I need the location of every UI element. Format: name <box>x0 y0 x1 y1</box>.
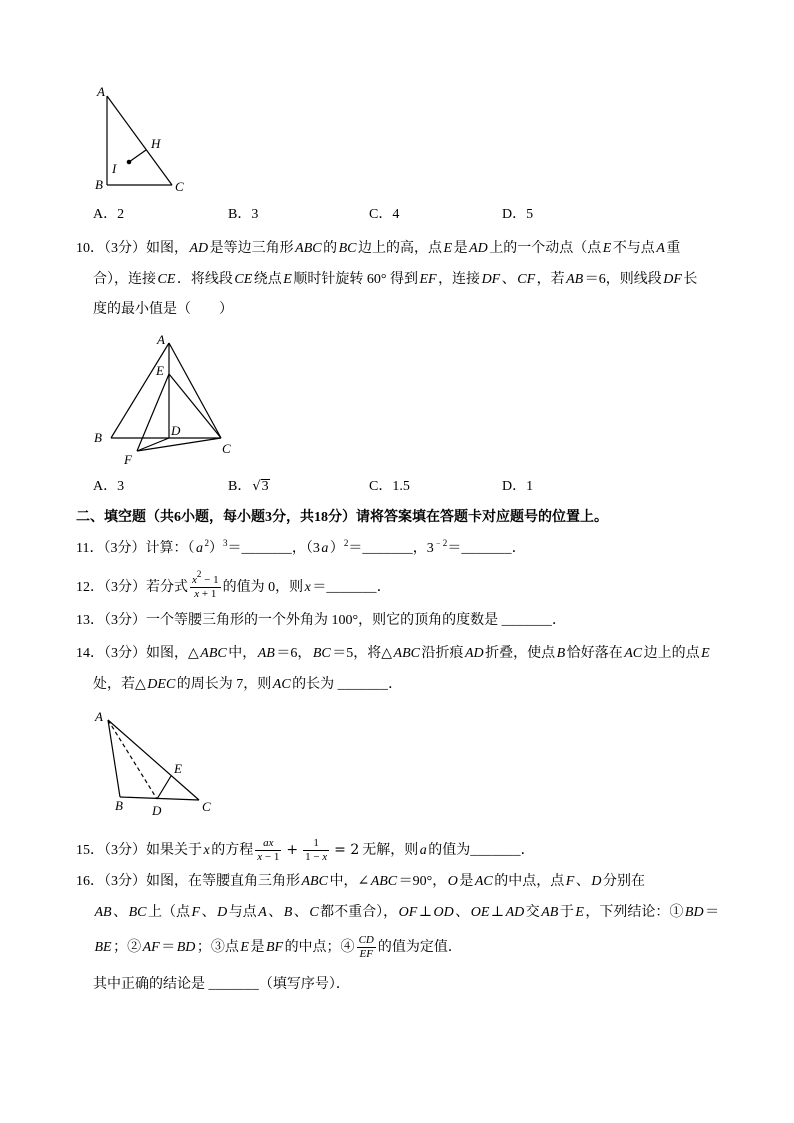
math-variable: E <box>575 905 584 920</box>
text-segment: ，3 <box>412 541 434 556</box>
side-bc <box>120 797 199 800</box>
answer-blank: _______ <box>208 977 259 992</box>
label-c: C <box>222 441 231 456</box>
text-segment: 是 <box>453 241 468 256</box>
text-segment: ＝ <box>161 940 176 955</box>
fraction-denominator <box>190 588 221 601</box>
math-variable: O <box>447 874 458 889</box>
math-variable: AB <box>257 646 275 661</box>
text-segment: 、 <box>501 272 516 287</box>
label-e: E <box>156 363 164 378</box>
question-10-line-2 <box>93 270 697 290</box>
text-segment: 折叠，使点 <box>485 646 556 661</box>
math-variable: BC <box>312 646 331 661</box>
text-segment: 其中正确的结论是 <box>93 977 209 992</box>
text-segment: 处，若△ <box>93 677 146 692</box>
math-variable: AD <box>464 646 484 661</box>
text-segment: A．3 <box>93 479 125 494</box>
math-variable: ABC <box>393 646 420 661</box>
q10-option-d <box>502 477 533 497</box>
math-variable: AC <box>624 646 643 661</box>
text-segment: 上（点 <box>148 905 190 920</box>
answer-blank: _______ <box>501 613 553 628</box>
answer-blank: _______ <box>241 541 292 556</box>
math-variable: x <box>304 580 311 595</box>
text-segment: ＝6，则线段 <box>584 272 662 287</box>
side-ab <box>111 343 169 438</box>
text-segment: ⊥ <box>418 905 432 920</box>
math-operator: = 2 <box>334 842 360 858</box>
figure-q14-folded-triangle <box>90 705 220 820</box>
question-10-line-1 <box>76 239 680 259</box>
label-a: A <box>157 332 165 347</box>
q9-option-c <box>369 205 399 225</box>
text-segment: B．3 <box>228 207 259 222</box>
math-variable: EF <box>419 272 437 287</box>
text-segment: 于 <box>559 905 574 920</box>
math-variable: B <box>556 646 566 661</box>
text-segment: ，若 <box>536 272 565 287</box>
math-variable: x <box>203 843 210 858</box>
math-variable: E <box>443 241 453 256</box>
label-f: F <box>124 452 132 467</box>
text-segment: ＝6， <box>276 646 312 661</box>
text-segment: A．2 <box>93 207 125 222</box>
text-segment: ． <box>511 541 526 556</box>
q9-option-d <box>502 205 533 225</box>
text-segment: 1 <box>313 837 319 850</box>
text-segment: ＝5，将△ <box>332 646 393 661</box>
math-variable: CE <box>157 272 176 287</box>
math-variable: E <box>701 646 710 661</box>
math-variable: DF <box>481 272 501 287</box>
superscript: 2 <box>204 538 209 548</box>
fraction <box>255 837 281 864</box>
text-segment: D．1 <box>502 479 534 494</box>
text-segment: ＝90°， <box>398 874 447 889</box>
segment-ih <box>129 150 146 162</box>
label-d: D <box>152 803 162 818</box>
text-segment: 16．（3分）如图，在等腰直角三角形 <box>76 874 300 889</box>
text-segment: 的值为 0，则 <box>222 580 304 595</box>
text-segment: ） <box>208 541 223 556</box>
text-segment: 恰好落在 <box>566 646 623 661</box>
math-variable: ABC <box>370 874 398 889</box>
text-segment: ⊥ <box>490 905 505 920</box>
text-segment: 无解，则 <box>362 843 419 858</box>
text-segment: 、 <box>268 905 283 920</box>
math-variable: F <box>191 905 201 920</box>
math-variable: OE <box>470 905 490 920</box>
point-i <box>127 160 132 165</box>
fraction <box>190 569 221 601</box>
math-variable: ABC <box>200 646 227 661</box>
text-segment: 的值为 <box>428 843 471 858</box>
fraction-numerator <box>357 934 376 948</box>
text-segment: 不与点 <box>612 241 655 256</box>
question-12 <box>76 569 391 601</box>
math-variable: BD <box>176 940 196 955</box>
math-variable: BC <box>128 905 147 920</box>
fraction-numerator <box>303 837 329 851</box>
question-16-line-4 <box>93 975 350 995</box>
math-variable: E <box>283 272 292 287</box>
text-segment: B． <box>228 479 252 494</box>
text-segment: ． <box>552 613 567 628</box>
text-segment: − 1 <box>262 851 280 864</box>
text-segment: ；③点 <box>196 940 239 955</box>
side-ab <box>108 720 120 797</box>
text-segment: ． <box>376 580 391 595</box>
math-variable: ax <box>263 837 274 850</box>
text-segment: 分别在 <box>602 874 645 889</box>
label-b: B <box>94 430 102 445</box>
math-variable: A <box>258 905 267 920</box>
superscript: 3 <box>222 538 228 548</box>
text-segment: ，下列结论：① <box>585 905 684 920</box>
text-segment: 与点 <box>228 905 257 920</box>
math-variable: D <box>217 905 228 920</box>
text-segment: 的周长为 7，则 <box>176 677 272 692</box>
text-segment: 的方程 <box>211 843 254 858</box>
superscript: ﹣2 <box>433 538 448 548</box>
figure-q10-equilateral-triangle <box>90 330 240 470</box>
question-14-line-1 <box>76 644 711 664</box>
question-14-line-2 <box>93 675 402 695</box>
text-segment: 、 <box>113 905 128 920</box>
fraction-denominator <box>357 948 376 961</box>
q10-option-c <box>369 477 410 497</box>
math-variable: A <box>656 241 665 256</box>
label-e: E <box>174 761 182 776</box>
text-segment: 重 <box>666 241 681 256</box>
text-segment: 沿折痕 <box>421 646 464 661</box>
text-segment: ＝ <box>227 541 242 556</box>
answer-blank: _______ <box>362 541 413 556</box>
text-segment: ；② <box>113 940 142 955</box>
segment-de <box>157 776 171 799</box>
math-variable: AB <box>541 905 559 920</box>
question-16-line-1 <box>76 872 645 892</box>
math-variable: x <box>194 588 200 601</box>
text-segment: 、 <box>575 874 590 889</box>
math-variable: AC <box>272 677 291 692</box>
text-segment: 、 <box>455 905 470 920</box>
text-segment: ，（3 <box>291 541 320 556</box>
superscript: 2 <box>196 569 202 580</box>
text-segment: C．4 <box>369 207 400 222</box>
text-segment: ，连接 <box>438 272 481 287</box>
text-segment: 都不重合）， <box>320 905 398 920</box>
text-segment: ＝ <box>447 541 462 556</box>
math-variable: BC <box>338 241 357 256</box>
math-variable: BF <box>265 940 284 955</box>
text-segment: 、 <box>201 905 216 920</box>
section-heading-fill-in: 二、填空题（共6小题，每小题3分，共18分）请将答案填在答题卡对应题号的位置上。 <box>76 510 608 525</box>
text-segment: ． <box>388 677 403 692</box>
math-variable: AB <box>94 905 112 920</box>
text-segment: D．5 <box>502 207 534 222</box>
math-variable: AF <box>142 940 160 955</box>
answer-blank: _______ <box>337 677 389 692</box>
fold-line-ad <box>108 720 157 799</box>
q10-option-a <box>93 477 124 497</box>
answer-blank: _______ <box>470 843 521 858</box>
superscript: 2 <box>343 538 349 548</box>
figure-q9-triangle <box>88 80 198 196</box>
math-operator: + <box>286 842 299 858</box>
text-segment: C．1.5 <box>369 479 410 494</box>
math-variable: B <box>283 905 293 920</box>
side-ac <box>107 96 172 185</box>
label-i: I <box>112 161 117 176</box>
text-segment: 15．（3分）如果关于 <box>76 843 202 858</box>
text-segment: ＝ <box>348 541 363 556</box>
math-variable: AC <box>474 874 493 889</box>
text-segment: ） <box>329 541 344 556</box>
text-segment: 顺时针旋转 60° 得到 <box>293 272 418 287</box>
text-segment: 度的最小值是（ ） <box>93 302 233 317</box>
text-segment: 边上的高，点 <box>358 241 443 256</box>
math-variable: E <box>602 241 612 256</box>
text-segment: 合），连接 <box>93 272 156 287</box>
text-segment: （填写序号）． <box>258 977 350 992</box>
text-segment: 上的一个动点（点 <box>489 241 602 256</box>
answer-blank: _______ <box>326 580 377 595</box>
text-segment: 中， <box>228 646 257 661</box>
label-b: B <box>115 798 123 813</box>
q9-option-a <box>93 205 124 225</box>
text-segment: 12．（3分）若分式 <box>76 580 188 595</box>
text-segment: 1 − <box>305 851 323 864</box>
text-segment: + 1 <box>199 588 217 601</box>
text-segment: − 1 <box>201 574 219 587</box>
math-variable: CF <box>517 272 536 287</box>
math-variable: DEC <box>147 677 176 692</box>
math-variable: D <box>591 874 602 889</box>
text-segment: 11．（3分）计算：（ <box>76 541 195 556</box>
text-segment: 中，∠ <box>329 874 370 889</box>
math-variable: F <box>565 874 575 889</box>
answer-blank: _______ <box>461 541 512 556</box>
fraction <box>357 934 376 961</box>
text-segment: 长 <box>683 272 698 287</box>
fraction <box>303 837 329 864</box>
fraction-numerator <box>190 569 221 588</box>
question-13 <box>76 611 566 631</box>
math-variable: CE <box>234 272 253 287</box>
question-16-line-3 <box>93 934 462 961</box>
text-segment: 边上的点 <box>643 646 700 661</box>
text-segment: 的中点；④ <box>284 940 355 955</box>
question-11 <box>76 539 526 559</box>
math-variable: EF <box>359 948 373 961</box>
q9-option-b <box>228 205 258 225</box>
question-16-line-2 <box>93 903 719 923</box>
text-segment: 是 <box>459 874 474 889</box>
text-segment: 的中点，点 <box>494 874 565 889</box>
label-a: A <box>97 84 105 99</box>
text-segment: 10．（3分）如图， <box>76 241 188 256</box>
math-variable: CD <box>358 934 374 947</box>
math-variable: AD <box>469 241 488 256</box>
fraction-denominator <box>255 851 281 864</box>
segment-fc <box>137 438 221 451</box>
math-variable: AD <box>505 905 525 920</box>
question-15 <box>76 837 535 864</box>
math-variable: OF <box>398 905 418 920</box>
math-variable: AB <box>566 272 584 287</box>
label-b: B <box>95 177 103 192</box>
text-segment: 绕点 <box>253 272 282 287</box>
question-10-line-3 <box>93 300 233 320</box>
math-variable: x <box>257 851 263 864</box>
text-segment: 14．（3分）如图，△ <box>76 646 199 661</box>
text-segment: 的长为 <box>292 677 338 692</box>
fraction-denominator <box>303 851 329 864</box>
math-variable: a <box>419 843 427 858</box>
text-segment: ＝ <box>312 580 327 595</box>
text-segment: 的值为定值． <box>377 940 462 955</box>
label-a: A <box>95 709 103 724</box>
radical-sign: √ <box>252 479 261 494</box>
math-variable: E <box>240 940 249 955</box>
label-h: H <box>151 136 161 151</box>
math-variable: a <box>195 541 203 556</box>
math-variable: BD <box>684 905 704 920</box>
math-variable: C <box>309 905 319 920</box>
text-segment: 13．（3分）一个等腰三角形的一个外角为 100°，则它的顶角的度数是 <box>76 613 502 628</box>
text-segment: 是等边三角形 <box>209 241 294 256</box>
text-segment: 交 <box>525 905 540 920</box>
text-segment: ． <box>520 843 535 858</box>
q10-option-b <box>228 477 270 497</box>
math-variable: DF <box>663 272 682 287</box>
math-variable: BE <box>94 940 112 955</box>
math-variable: ABC <box>295 241 322 256</box>
math-variable: ABC <box>301 874 328 889</box>
text-segment: ．将线段 <box>176 272 233 287</box>
text-segment: 、 <box>293 905 308 920</box>
side-ac <box>108 720 199 800</box>
text-segment: ＝ <box>705 905 720 920</box>
fraction-numerator <box>255 837 281 851</box>
math-variable: OD <box>433 905 454 920</box>
text-segment: 是 <box>250 940 265 955</box>
label-c: C <box>202 799 211 814</box>
math-variable: x <box>192 574 197 587</box>
text-segment: 的 <box>323 241 338 256</box>
math-variable: x <box>322 851 328 864</box>
label-d: D <box>171 423 181 438</box>
radicand: 3 <box>261 479 269 494</box>
label-c: C <box>175 179 184 194</box>
math-variable: AD <box>189 241 209 256</box>
math-variable: a <box>321 541 329 556</box>
